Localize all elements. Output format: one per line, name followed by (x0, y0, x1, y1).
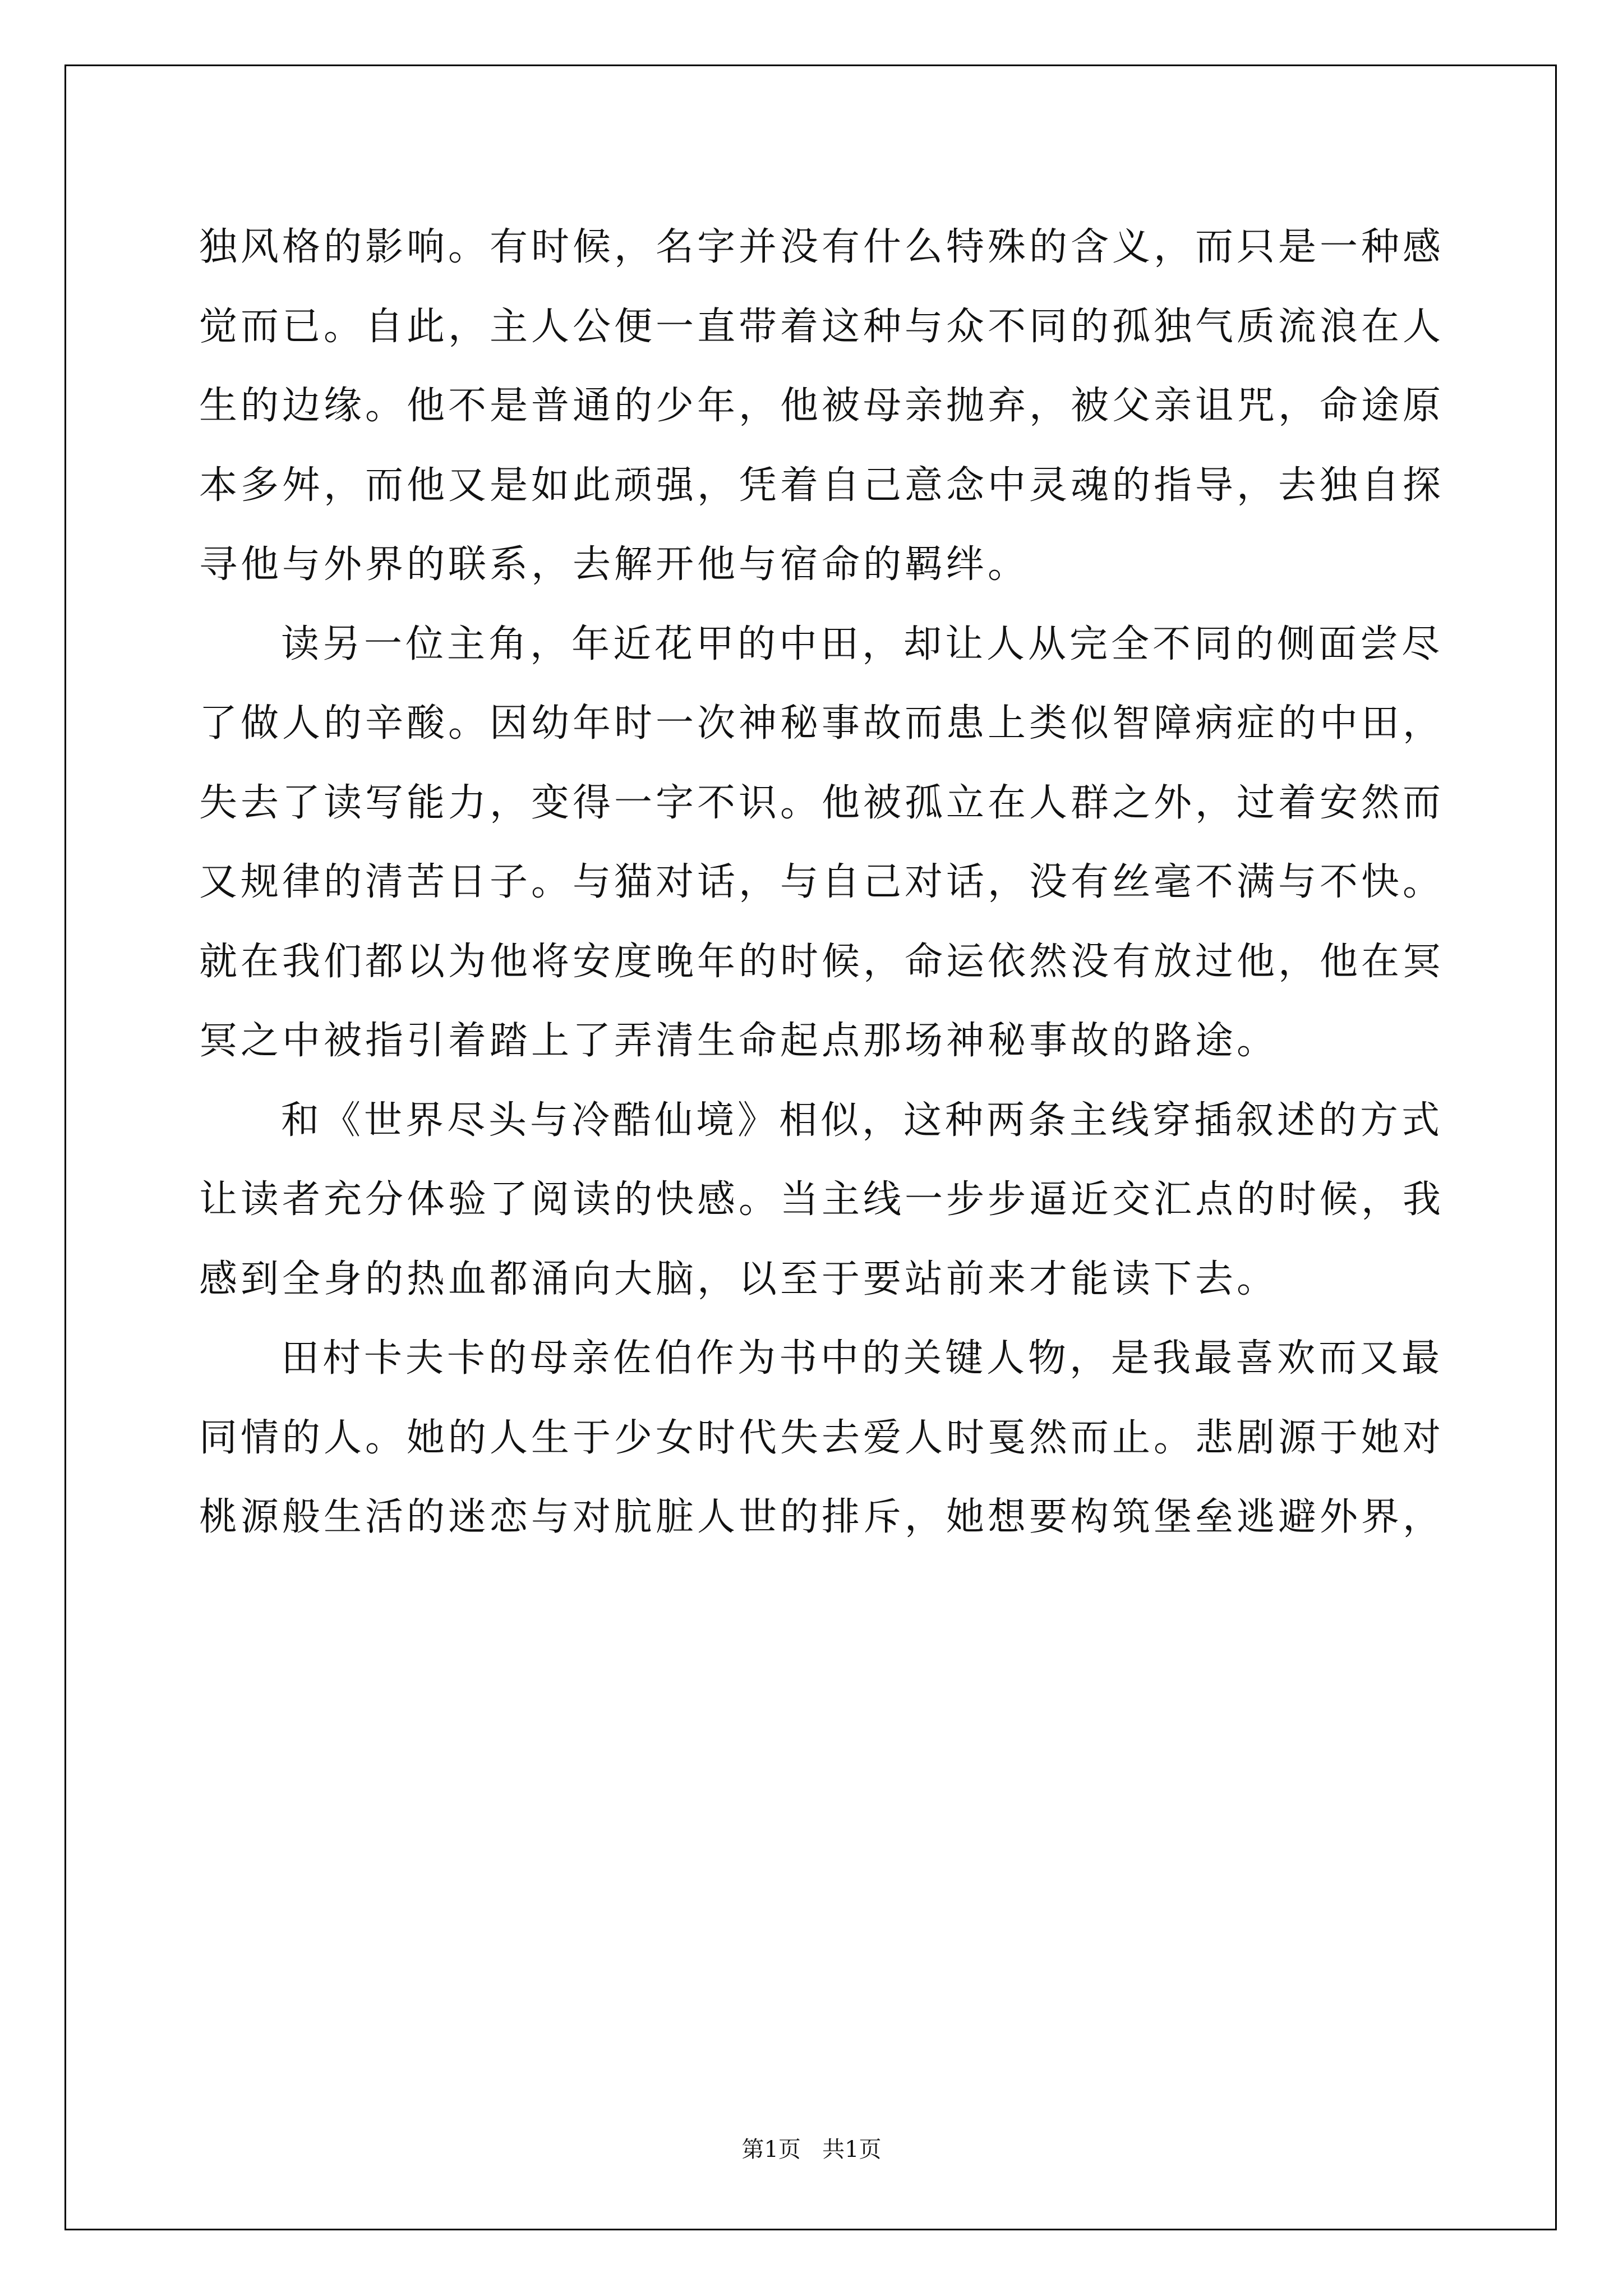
text-line: 同情的人。她的人生于少女时代失去爱人时戛然而止。悲剧源于她对 (199, 1415, 1445, 1460)
text-line: 觉而已。自此，主人公便一直带着这种与众不同的孤独气质流浪在人 (199, 304, 1445, 349)
text-line: 让读者充分体验了阅读的快感。当主线一步步逼近交汇点的时候，我 (199, 1177, 1445, 1222)
document-body (199, 208, 1445, 1557)
paragraph (199, 605, 1445, 1081)
text-line: 失去了读写能力，变得一字不识。他被孤立在人群之外，过着安然而 (199, 780, 1445, 825)
text-line: 和《世界尽头与冷酷仙境》相似，这种两条主线穿插叙述的方式 (281, 1098, 1444, 1143)
text-line: 又规律的清苦日子。与猫对话，与自己对话，没有丝毫不满与不快。 (199, 860, 1445, 904)
text-line: 了做人的辛酸。因幼年时一次神秘事故而患上类似智障病症的中田， (199, 701, 1445, 746)
text-line: 田村卡夫卡的母亲佐伯作为书中的关键人物，是我最喜欢而又最 (281, 1336, 1444, 1381)
paragraph (199, 1081, 1445, 1319)
text-line: 就在我们都以为他将安度晚年的时候，命运依然没有放过他，他在冥 (199, 939, 1445, 984)
page-number: 第1页 (741, 2137, 801, 2162)
text-line: 生的边缘。他不是普通的少年，他被母亲抛弃，被父亲诅咒，命途原 (199, 384, 1445, 428)
page-total: 共1页 (822, 2137, 882, 2162)
page-footer (0, 2132, 1623, 2164)
text-line: 本多舛，而他又是如此顽强，凭着自己意念中灵魂的指导，去独自探 (199, 463, 1445, 508)
paragraph (199, 1319, 1445, 1557)
paragraph (199, 208, 1445, 605)
text-line: 寻他与外界的联系，去解开他与宿命的羁绊。 (199, 542, 1030, 587)
text-line: 感到全身的热血都涌向大脑，以至于要站前来才能读下去。 (199, 1257, 1279, 1301)
text-line: 冥之中被指引着踏上了弄清生命起点那场神秘事故的路途。 (199, 1019, 1279, 1063)
text-line: 桃源般生活的迷恋与对肮脏人世的排斥，她想要构筑堡垒逃避外界， (199, 1495, 1445, 1539)
text-line: 独风格的影响。有时候，名字并没有什么特殊的含义，而只是一种感 (199, 225, 1445, 269)
text-line: 读另一位主角，年近花甲的中田，却让人从完全不同的侧面尝尽 (281, 622, 1444, 666)
